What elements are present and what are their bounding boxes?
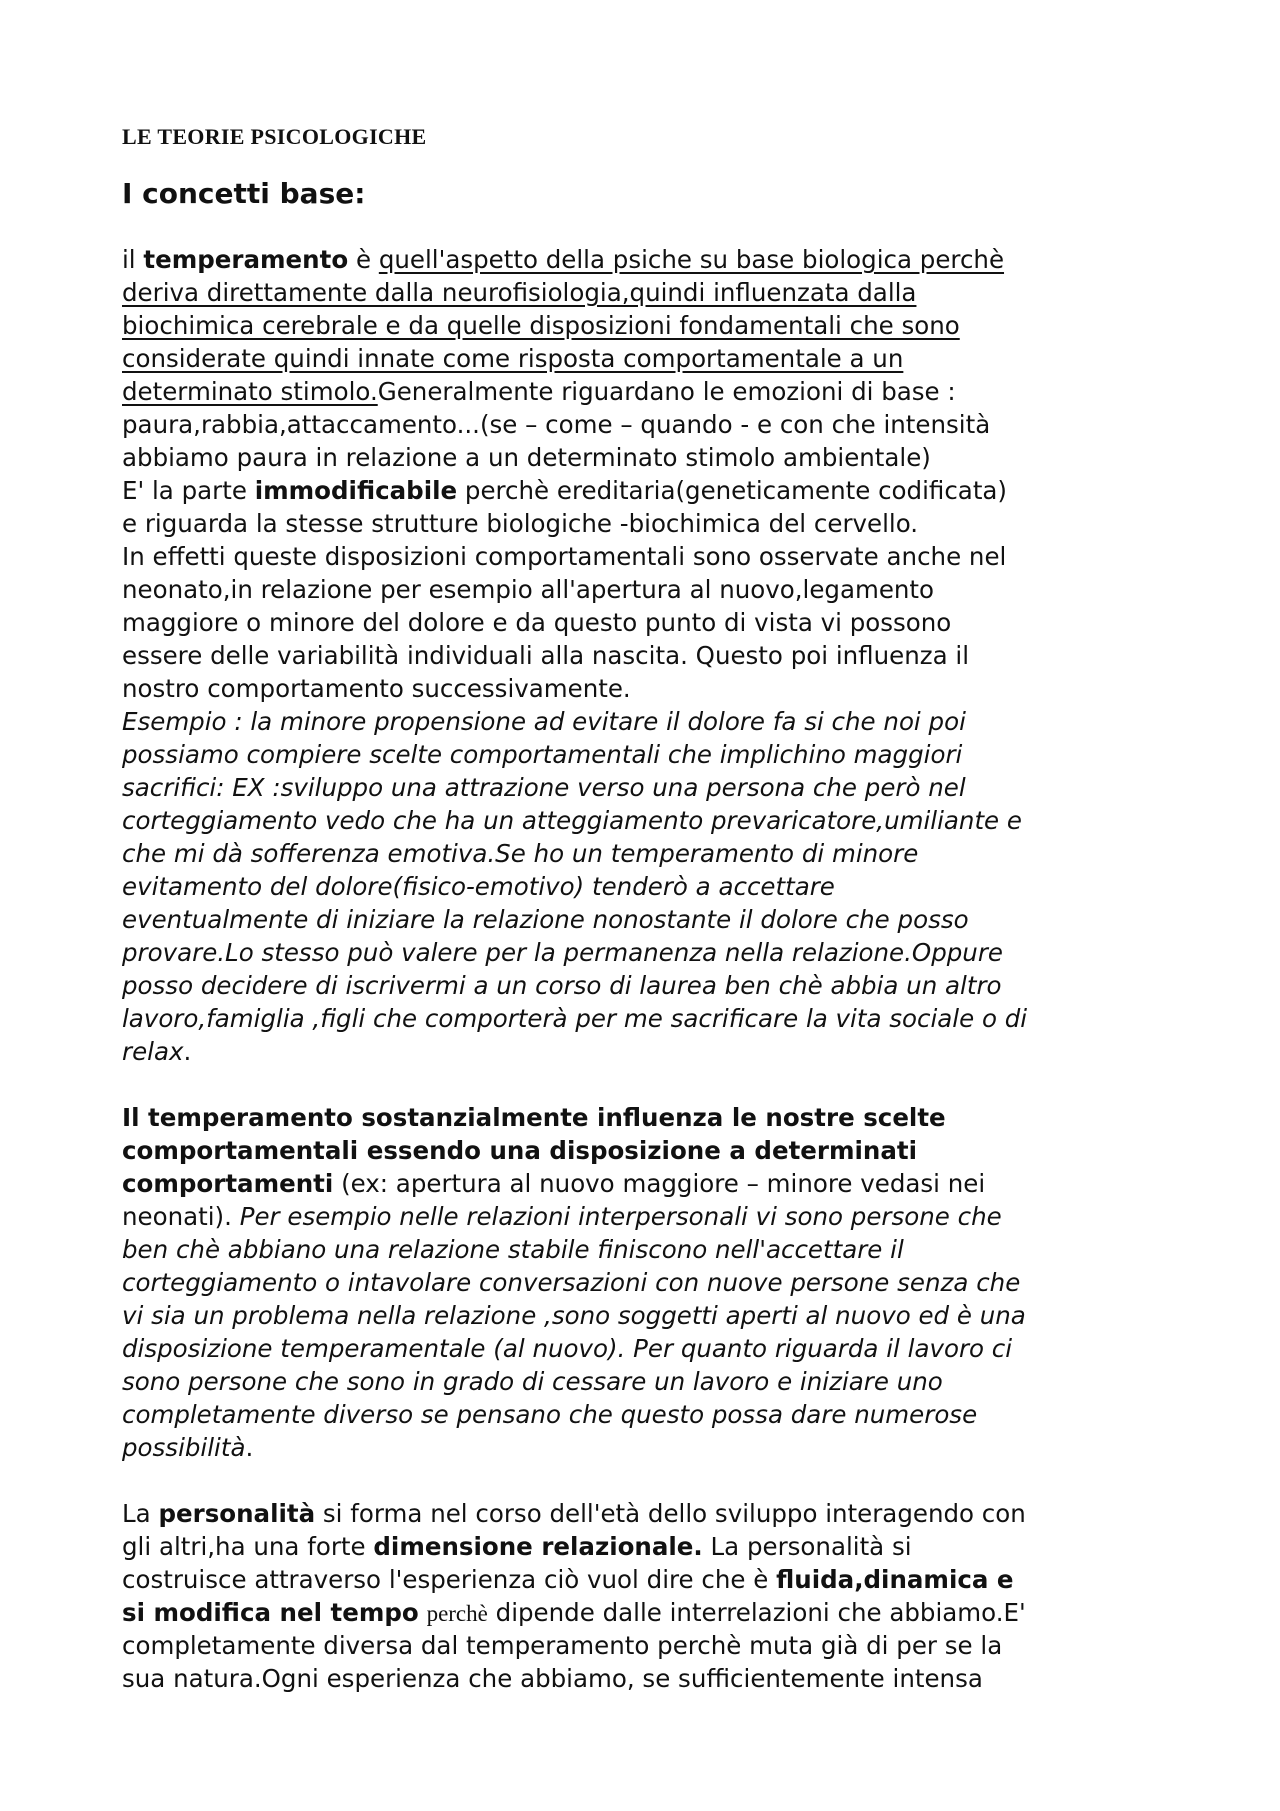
paragraph-influenza [122, 1101, 1172, 1464]
text-run: fluida,dinamica e [776, 1565, 1014, 1594]
text-run: nostro comportamento successivamente. [122, 674, 631, 703]
text-line [122, 1629, 1172, 1662]
text-line [122, 738, 1172, 771]
text-line [122, 1101, 1172, 1134]
text-run: temperamento [143, 245, 349, 274]
text-line [122, 1167, 1172, 1200]
text-run: ben chè abbiano una relazione stabile finiscono nell'accettare il [122, 1235, 904, 1264]
text-run: neonati). [122, 1202, 240, 1231]
text-line [122, 1596, 1172, 1629]
text-line [122, 1398, 1172, 1431]
text-run: gli altri,ha una forte [122, 1532, 374, 1561]
text-line [122, 804, 1172, 837]
text-line [122, 1530, 1172, 1563]
text-run: deriva direttamente dalla neurofisiologia,quindi influenzata dalla [122, 278, 917, 307]
text-run: che mi dà sofferenza emotiva.Se ho un temperamento di minore [122, 839, 919, 868]
text-line [122, 771, 1172, 804]
text-line [122, 705, 1172, 738]
text-run: immodificabile [254, 476, 458, 505]
text-run: personalità [158, 1499, 316, 1528]
text-run: E' la parte [122, 476, 255, 505]
text-line [122, 870, 1172, 903]
text-run: . [245, 1433, 254, 1462]
text-run: si modifica nel tempo [122, 1598, 419, 1627]
text-run: Esempio : la minore propensione ad evitare il dolore fa si che noi poi [122, 707, 966, 736]
text-line [122, 1662, 1172, 1695]
text-run: sacrifici: EX :sviluppo una attrazione verso una persona che però nel [122, 773, 966, 802]
text-line [122, 1365, 1172, 1398]
text-run: determinato stimolo. [122, 377, 378, 406]
text-run: si forma nel corso dell'età dello sviluppo interagendo con [315, 1499, 1026, 1528]
text-run: dimensione relazionale. [373, 1532, 703, 1561]
text-run: posso decidere di iscrivermi a un corso di laurea ben chè abbia un altro [122, 971, 1002, 1000]
text-run: In effetti queste disposizioni comportamentali sono osservate anche nel [122, 542, 1007, 571]
text-run: possiamo compiere scelte comportamentali che implichino maggiori [122, 740, 963, 769]
text-run: (ex: apertura al nuovo maggiore – minore vedasi nei [333, 1169, 986, 1198]
text-line [122, 474, 1172, 507]
text-run: relax [122, 1037, 184, 1066]
text-run: dipende dalle interrelazioni che abbiamo.E' [487, 1598, 1026, 1627]
text-run: maggiore o minore del dolore e da questo punto di vista vi possono [122, 608, 952, 637]
text-run: vi sia un problema nella relazione ,sono soggetti aperti al nuovo ed è una [122, 1301, 1026, 1330]
text-run: essere delle variabilità individuali alla nascita. Questo poi influenza il [122, 641, 969, 670]
text-line [122, 507, 1172, 540]
text-line [122, 243, 1172, 276]
text-run: Per esempio nelle relazioni interpersonali vi sono persone che [239, 1202, 1002, 1231]
text-line [122, 1134, 1172, 1167]
text-run: Generalmente riguardano le emozioni di base : [377, 377, 956, 406]
text-run: è [348, 245, 379, 274]
paragraph-temperamento [122, 243, 1172, 1068]
text-line [122, 276, 1172, 309]
text-run: perchè [426, 1601, 488, 1626]
text-run: corteggiamento vedo che ha un atteggiamento prevaricatore,umiliante e [122, 806, 1022, 835]
text-run: abbiamo paura in relazione a un determinato stimolo ambientale) [122, 443, 931, 472]
text-run: comportamentali essendo una disposizione a determinati [122, 1136, 918, 1165]
text-run: neonato,in relazione per esempio all'apertura al nuovo,legamento [122, 575, 935, 604]
text-run: biochimica cerebrale e da quelle disposizioni fondamentali che sono [122, 311, 960, 340]
text-run: corteggiamento o intavolare conversazioni con nuove persone senza che [122, 1268, 1021, 1297]
text-line [122, 837, 1172, 870]
text-line [122, 903, 1172, 936]
text-run: sono persone che sono in grado di cessare un lavoro e iniziare uno [122, 1367, 943, 1396]
text-line [122, 1002, 1172, 1035]
text-line [122, 1200, 1172, 1233]
text-line [122, 375, 1172, 408]
text-run: costruisce attraverso l'esperienza ciò vuol dire che è [122, 1565, 777, 1594]
text-run: il [122, 245, 144, 274]
text-line [122, 1035, 1172, 1068]
text-line [122, 1233, 1172, 1266]
text-line [122, 1299, 1172, 1332]
text-run: lavoro,famiglia ,figli che comporterà per me sacrificare la vita sociale o di [122, 1004, 1028, 1033]
text-line [122, 408, 1172, 441]
text-line [122, 1497, 1172, 1530]
text-run: provare.Lo stesso può valere per la permanenza nella relazione.Oppure [122, 938, 1003, 967]
text-line [122, 342, 1172, 375]
text-run: perchè ereditaria(geneticamente codificata) [457, 476, 1007, 505]
text-run: disposizione temperamentale (al nuovo). Per quanto riguarda il lavoro ci [122, 1334, 1013, 1363]
text-run: evitamento del dolore(fisico-emotivo) tenderò a accettare [122, 872, 835, 901]
text-line [122, 1266, 1172, 1299]
text-line [122, 309, 1172, 342]
text-line [122, 606, 1172, 639]
text-run: Il temperamento sostanzialmente influenza le nostre scelte [122, 1103, 946, 1132]
text-line [122, 1431, 1172, 1464]
text-run: quell'aspetto della psiche su base biologica perchè [378, 245, 1005, 274]
document-title: LE TEORIE PSICOLOGICHE [122, 124, 427, 149]
text-line [122, 573, 1172, 606]
text-run: completamente diversa dal temperamento perchè muta già di per se la [122, 1631, 1003, 1660]
text-line [122, 1563, 1172, 1596]
text-run: eventualmente di iniziare la relazione nonostante il dolore che posso [122, 905, 969, 934]
text-run: considerate quindi innate come risposta comportamentale a un [122, 344, 904, 373]
text-run [419, 1598, 427, 1627]
text-run: sua natura.Ogni esperienza che abbiamo, se sufficientemente intensa [122, 1664, 983, 1693]
text-line [122, 441, 1172, 474]
paragraph-personalita [122, 1497, 1172, 1695]
document-page [122, 118, 1172, 1695]
text-line [122, 672, 1172, 705]
text-line [122, 1332, 1172, 1365]
text-line [122, 639, 1172, 672]
text-run: paura,rabbia,attaccamento...(se – come – quando - e con che intensità [122, 410, 991, 439]
text-run: comportamenti [122, 1169, 334, 1198]
text-line [122, 936, 1172, 969]
text-run: La [122, 1499, 159, 1528]
text-run: e riguarda la stesse strutture biologiche -biochimica del cervello. [122, 509, 919, 538]
section-heading: I concetti base: [122, 177, 366, 210]
text-run: La personalità si [702, 1532, 912, 1561]
text-run: possibilità [122, 1433, 246, 1462]
text-line [122, 540, 1172, 573]
text-line [122, 969, 1172, 1002]
text-run: . [183, 1037, 192, 1066]
text-run: completamente diverso se pensano che questo possa dare numerose [122, 1400, 978, 1429]
